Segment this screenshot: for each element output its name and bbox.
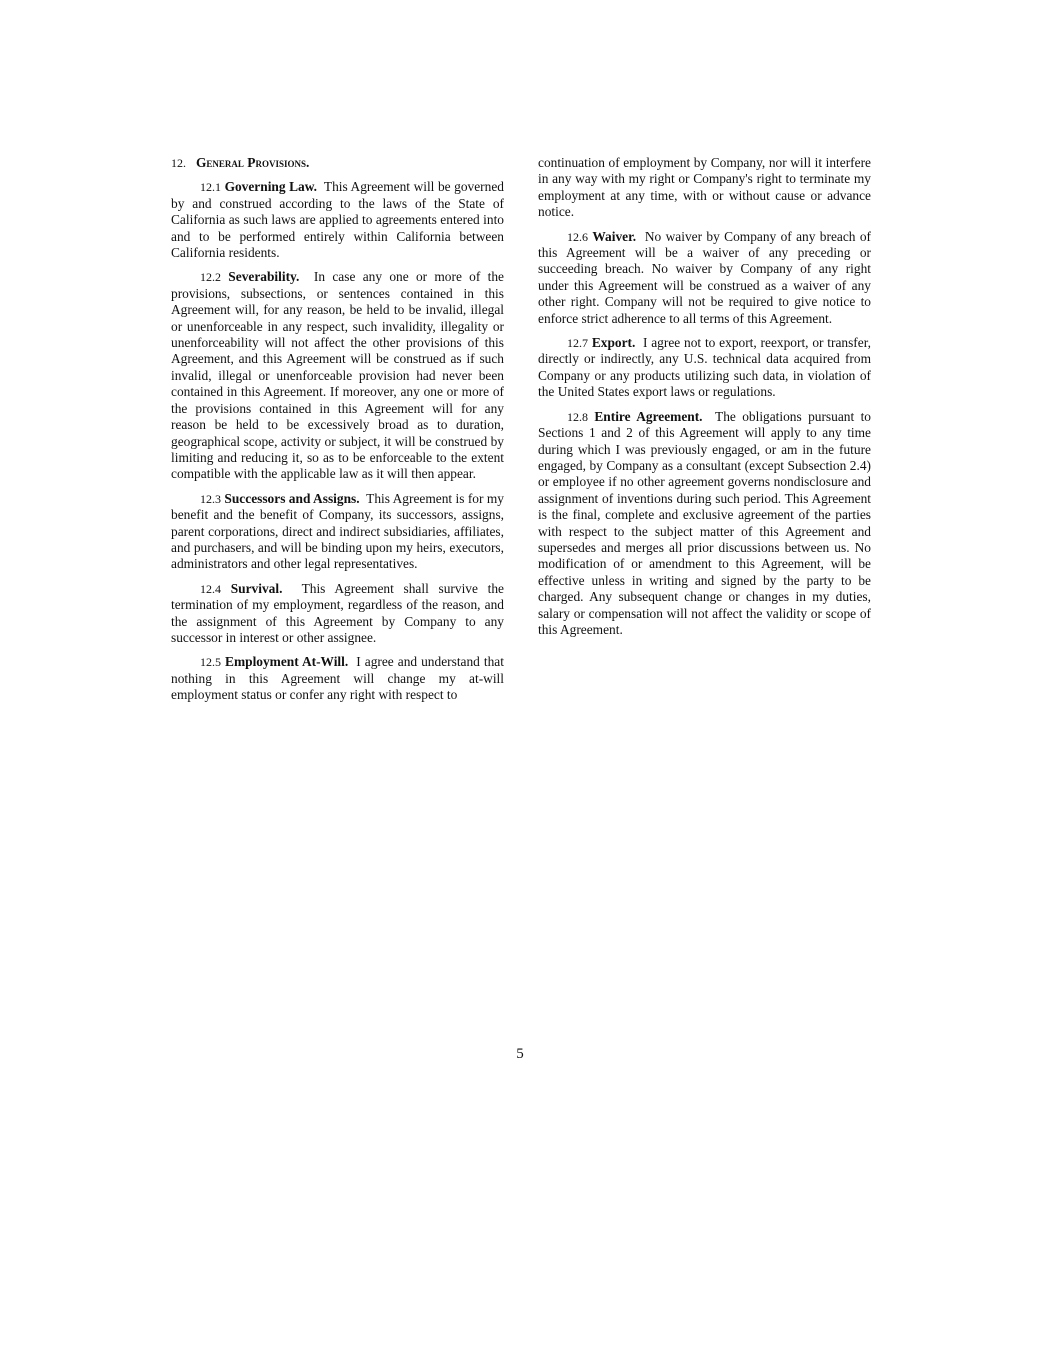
paragraph-number: 12.4 [200,581,221,596]
paragraph-title: Entire Agreement. [594,408,703,424]
paragraph-body: No waiver by Company of any breach of this Agreement will be a waiver of any preceding or succeeding breach. No waiver by Company of any right under this Agreement will be construed as a waiver of any other right. Company will not be required to give notice to enforce strict adherence to all terms of this Agreement. [538,228,871,326]
paragraph-title: Severability. [228,269,300,285]
page-number: 5 [516,1046,524,1062]
paragraph-12-2 [171,269,504,482]
paragraph-number: 12.6 [567,229,588,244]
paragraph-number: 12.1 [200,180,221,195]
paragraph-body: This Agreement is for my benefit and the benefit of Company, its successors, assigns, parent corporations, direct and indirect subsidiaries, affiliates, and purchasers, and will be binding upon my heirs, executors, administrators and other legal representatives. [171,490,504,572]
section-number: 12. [171,156,186,170]
paragraph-body: The obligations pursuant to Sections 1 and 2 of this Agreement will apply to any time during which I was previously engaged, or am in the future engaged, by Company as a consultant (except Subsection 2.4) or employee if no other agreement governs nondisclosure and assignment of inventions during such period. This Agreement is the final, complete and exclusive agreement of the parties with respect to the subject matter of this Agreement and supersedes and merges all prior discussions between us. No modification of or amendment to this Agreement, will be effective unless in writing and signed by the party to be charged. Any subsequent change or changes in my duties, salary or compensation will not affect the validity or scope of this Agreement. [538,408,871,637]
paragraph-body: continuation of employment by Company, nor will it interfere in any way with my right or Company's right to terminate my employment at any time, with or without cause or advance notice. [538,155,871,220]
paragraph-12-1 [171,179,504,261]
section-heading [171,155,504,171]
paragraph-title: Governing Law. [224,179,318,195]
paragraph-number: 12.8 [567,409,588,424]
left-column [171,155,504,712]
paragraph-body: I agree not to export, reexport, or transfer, directly or indirectly, any U.S. technical data acquired from Company or any products utilizing such data, in violation of the United States export laws or regulations. [538,335,871,400]
paragraph-title: Employment At-Will. [225,654,349,670]
paragraph-12-7 [538,335,871,401]
paragraph-body: In case any one or more of the provisions, subsections, or sentences contained in this Agreement will, for any reason, be held to be invalid, illegal or unenforceable in any respect, such invalidity, illegality or unenforceability will not affect the other provisions of this Agreement, and this Agreement will be construed as if such invalid, illegal or unenforceable provision had never been contained in this Agreement. If moreover, any one or more of the provisions contained in this Agreement will for any reason be held to be excessively broad as to duration, geographical scope, activity or subject, it will be construed by limiting and reducing it, so as to be enforceable to the extent compatible with the applicable law as it will then appear. [171,269,504,482]
paragraph-title: Survival. [230,580,283,596]
section-title: General Provisions. [196,155,310,170]
paragraph-body: This Agreement shall survive the termination of my employment, regardless of the reason, and the assignment of this Agreement by Company to any successor in interest or other assignee. [171,580,504,645]
paragraph-title: Successors and Assigns. [224,490,360,506]
paragraph-title: Waiver. [592,228,637,244]
paragraph-12-6 [538,229,871,327]
paragraph-body: I agree and understand that nothing in this Agreement will change my at-will employment status or confer any right with respect to [171,654,504,703]
right-column [538,155,871,646]
paragraph-12-5-continued [538,155,871,221]
paragraph-12-3 [171,491,504,573]
paragraph-12-4 [171,581,504,647]
paragraph-title: Export. [591,335,636,351]
paragraph-number: 12.3 [200,491,221,506]
paragraph-number: 12.2 [200,270,221,285]
paragraph-12-8 [538,409,871,639]
paragraph-12-5 [171,654,504,703]
paragraph-body: This Agreement will be governed by and construed according to the laws of the State of California as such laws are applied to agreements entered into and to be performed entirely within California between California residents. [171,179,504,261]
paragraph-number: 12.7 [567,336,588,351]
paragraph-number: 12.5 [200,655,221,670]
